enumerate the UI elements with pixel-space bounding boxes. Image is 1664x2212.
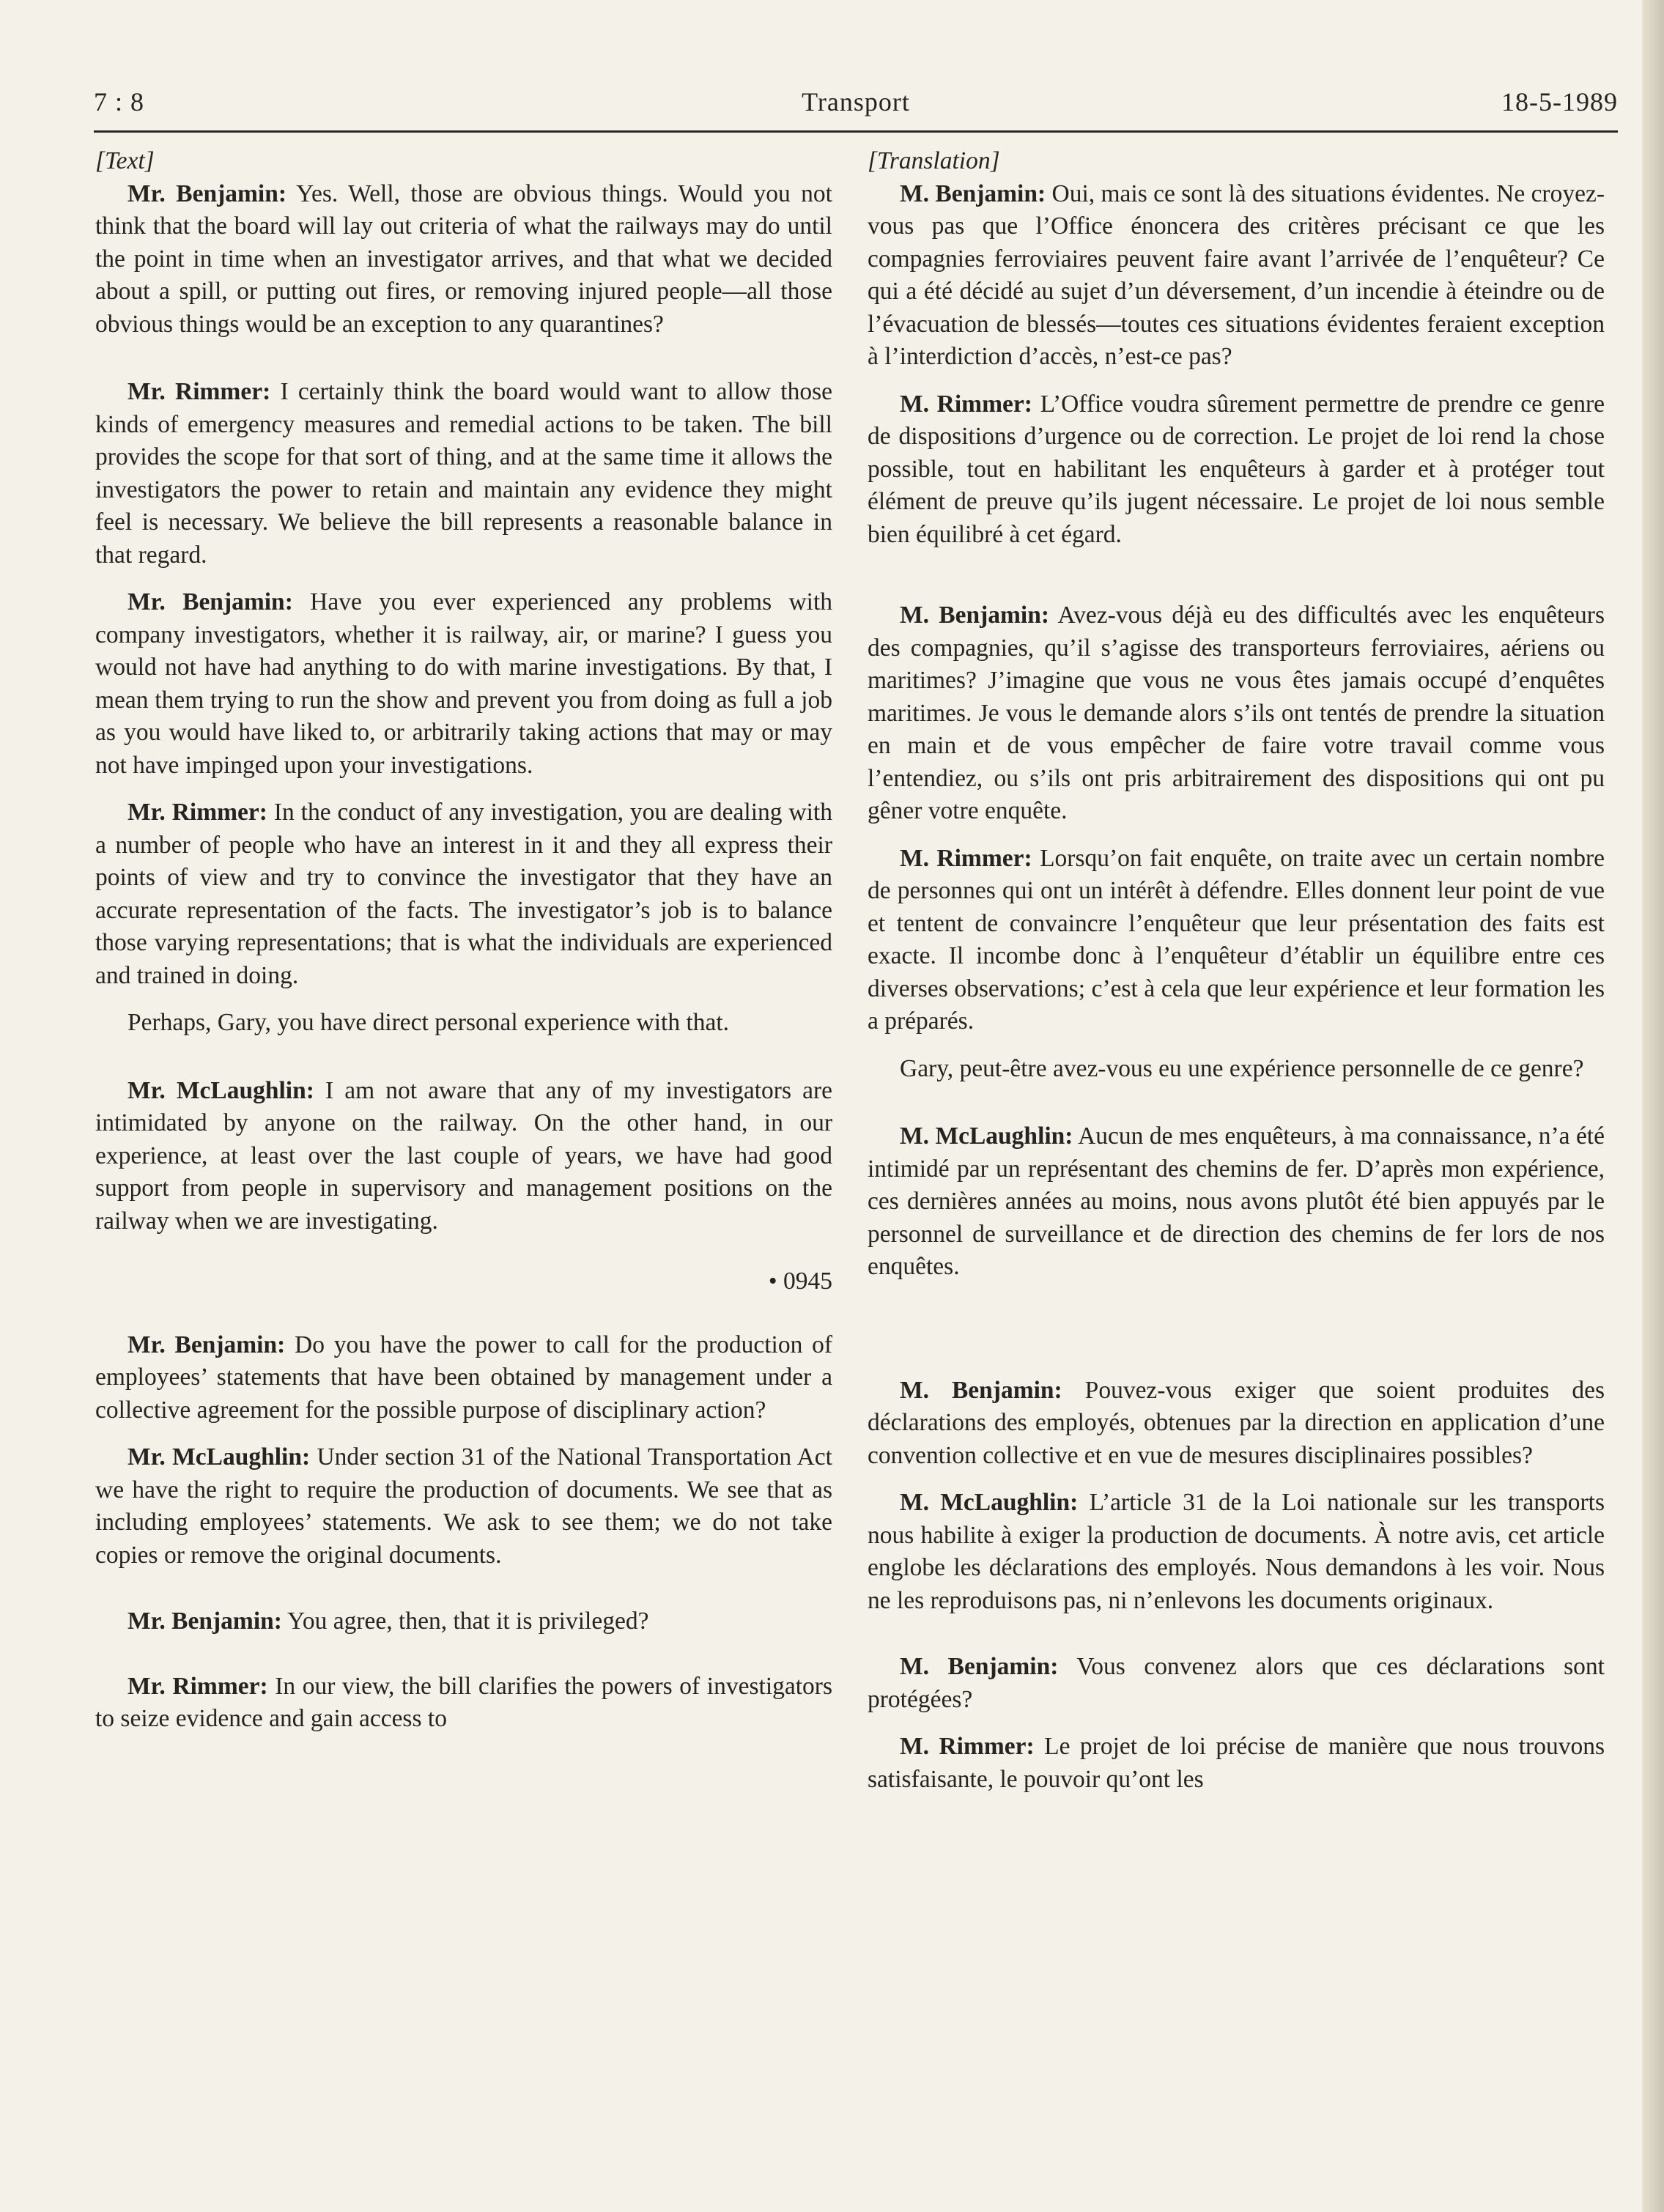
speaker-name: M. Rimmer: (900, 390, 1032, 418)
speaker-name: M. Benjamin: (900, 1653, 1059, 1680)
speaker-name: M. Rimmer: (900, 844, 1032, 872)
paragraph-text: In our view, the bill clarifies the powers of investigators to seize evidence and gain access to (95, 1672, 832, 1732)
speaker-name: Mr. Rimmer: (127, 799, 267, 826)
speaker-name: Mr. Benjamin: (127, 1331, 286, 1358)
paragraph (868, 599, 1605, 828)
speaker-name: M. Benjamin: (900, 1376, 1062, 1404)
paragraph (95, 1075, 832, 1238)
column-heading: [Translation] (868, 147, 1000, 174)
paragraph (868, 1053, 1605, 1086)
page-title: Transport (802, 87, 910, 116)
paragraph (868, 1487, 1605, 1617)
paragraph-text: Have you ever experienced any problems with company investigators, whether it is railway, air, or marine? I guess you would not have had anything to do with marine investigations. By that, I mean them trying to run the show and prevent you from doing as full a job as you would have liked to, or arbitrarily taking actions that may or may not have impinged upon your investigations. (95, 588, 833, 779)
speaker-name: M. Rimmer: (900, 1733, 1035, 1760)
speaker-name: M. Benjamin: (900, 180, 1046, 207)
speaker-name: Mr. Rimmer: (127, 378, 271, 405)
paragraph (95, 796, 832, 992)
paragraph (868, 843, 1605, 1038)
column-heading: [Text] (95, 147, 155, 174)
paragraph-text: Avez-vous déjà eu des difficultés avec les enquêteurs des compagnies, qu’il s’agisse des transporteurs ferroviaires, aériens ou maritimes? J’imagine que vous ne vous êtes jamais occupé d’enquêtes maritimes. Je vous le demande alors s’ils ont tentés de prendre la situation en main et de vous empêcher de faire votre travail comme vous l’entendiez, ou s’ils ont pris arbitrairement des dispositions qui ont pu gêner votre enquête. (868, 602, 1605, 824)
speaker-name: Mr. Benjamin: (127, 588, 293, 615)
paragraph (95, 1441, 832, 1572)
paragraph-text: Perhaps, Gary, you have direct personal experience with that. (127, 1009, 730, 1036)
page-edge-shadow (1642, 0, 1664, 2212)
paragraph (95, 1605, 832, 1638)
paragraph (95, 586, 832, 782)
paragraph-text: Le projet de loi précise de manière que nous trouvons satisfaisante, le pouvoir qu’ont les (868, 1733, 1605, 1793)
speaker-name: Mr. Benjamin: (127, 1608, 282, 1635)
speaker-name: M. McLaughlin: (900, 1122, 1073, 1150)
header-rule (94, 130, 1618, 133)
paragraph-text: Under section 31 of the National Transportation Act we have the right to require the production of documents. We see that as including employees’ statements. We ask to see them; we do not take copies or remove the original documents. (95, 1443, 832, 1569)
paragraph-text: Oui, mais ce sont là des situations évidentes. Ne croyez-vous pas que l’Office énoncera des critères précisant ce que les compagnies ferroviaires peuvent faire avant l’arrivée de l’enquêteur? Ce qui a été décidé au sujet d’un déversement, d’un incendie à éteindre ou de l’évacuation de blessés—toutes ces situations évidentes feraient exception à l’interdiction d’accès, n’est-ce pas? (868, 180, 1605, 370)
speaker-name: Mr. Benjamin: (127, 180, 286, 207)
paragraph (95, 178, 832, 341)
paragraph (868, 388, 1605, 552)
paragraph (95, 1671, 832, 1736)
speaker-name: Mr. Rimmer: (127, 1672, 268, 1700)
french-column (868, 145, 1605, 1796)
page-header (94, 86, 1618, 130)
paragraph-text: Aucun de mes enquêteurs, à ma connaissance, n’a été intimidé par un représentant des chemins de fer. D’après mon expérience, ces dernières années au moins, nous avons plutôt été bien appuyés par le personnel de surveillance et de direction des chemins de fer lors de nos enquêtes. (868, 1122, 1605, 1280)
speaker-name: M. Benjamin: (900, 602, 1050, 629)
paragraph (868, 1731, 1605, 1796)
paragraph-text: L’article 31 de la Loi nationale sur les transports nous habilite à exiger la production de documents. À notre avis, cet article englobe les déclarations des employés. Nous demandons à les voir. Nous ne les reproduisons pas, ni n’enlevons les documents originaux. (868, 1489, 1605, 1614)
paragraph-text: Pouvez-vous exiger que soient produites des déclarations des employés, obtenues par la direction en application d’une convention collective et en vue de mesures disciplinaires possibles? (868, 1376, 1605, 1469)
speaker-name: Mr. McLaughlin: (127, 1076, 314, 1104)
paragraph-text: Yes. Well, those are obvious things. Would you not think that the board will lay out criteria of what the railways may do until the point in time when an investigator arrives, and that what we decided about a spill, or putting out fires, or removing injured people—all those obvious things would be an exception to any quarantines? (95, 180, 832, 338)
paragraph-text: Vous convenez alors que ces déclarations sont protégées? (868, 1653, 1605, 1713)
paragraph-text: I am not aware that any of my investigators are intimidated by anyone on the railway. On the other hand, in our experience, at least over the last couple of years, we have had good support from people in supervisory and management positions on the railway when we are investigating. (95, 1076, 832, 1235)
paragraph-text: You agree, then, that it is privileged? (281, 1608, 649, 1635)
paragraph (868, 1120, 1605, 1284)
page-number: 7 : 8 (94, 87, 145, 116)
paragraph-text: L’Office voudra sûrement permettre de prendre ce genre de dispositions d’urgence ou de correction. Le projet de loi rend la chose possible, tout en habilitant les enquêteurs à garder et à protéger tout élément de preuve qu’ils jugent nécessaire. Le projet de loi nous semble bien équilibré à cet égard. (868, 390, 1605, 548)
paragraph-text: Do you have the power to call for the production of employees’ statements that have been obtained by management under a collective agreement for the possible purpose of disciplinary action? (95, 1331, 832, 1424)
english-column (95, 145, 832, 1736)
paragraph (868, 178, 1605, 374)
paragraph (868, 1651, 1605, 1716)
page-date: 18-5-1989 (1501, 87, 1618, 116)
speaker-name: Mr. McLaughlin: (127, 1443, 311, 1471)
paragraph-text: Lorsqu’on fait enquête, on traite avec un certain nombre de personnes qui ont un intérêt à défendre. Elles donnent leur point de vue et tentent de convaincre l’enquêteur que leur présentation des faits est exacte. Il incombe donc à l’enquêteur d’établir un équilibre entre ces diverses observations; c’est à cela que leur expérience et leur formation les a préparés. (868, 844, 1605, 1035)
paragraph-text: In the conduct of any investigation, you are dealing with a number of people who have an interest in it and they all express their points of view and try to convince the investigator that they have an accurate representation of the facts. The investigator’s job is to balance those varying representations; that is what the individuals are experienced and trained in doing. (95, 799, 832, 989)
paragraph (95, 376, 832, 572)
time-marker: • 0945 (768, 1268, 832, 1295)
paragraph (868, 1375, 1605, 1473)
paragraph (95, 1007, 832, 1040)
paragraph-text: Gary, peut-être avez-vous eu une expérience personnelle de ce genre? (900, 1054, 1584, 1082)
paragraph (95, 1329, 832, 1427)
speaker-name: M. McLaughlin: (900, 1489, 1079, 1516)
paragraph-text: I certainly think the board would want to allow those kinds of emergency measures and remedial actions to be taken. The bill provides the scope for that sort of thing, and at the same time it allows the investigators the power to retain and maintain any evidence they might feel is necessary. We believe the bill represents a reasonable balance in that regard. (95, 378, 832, 569)
